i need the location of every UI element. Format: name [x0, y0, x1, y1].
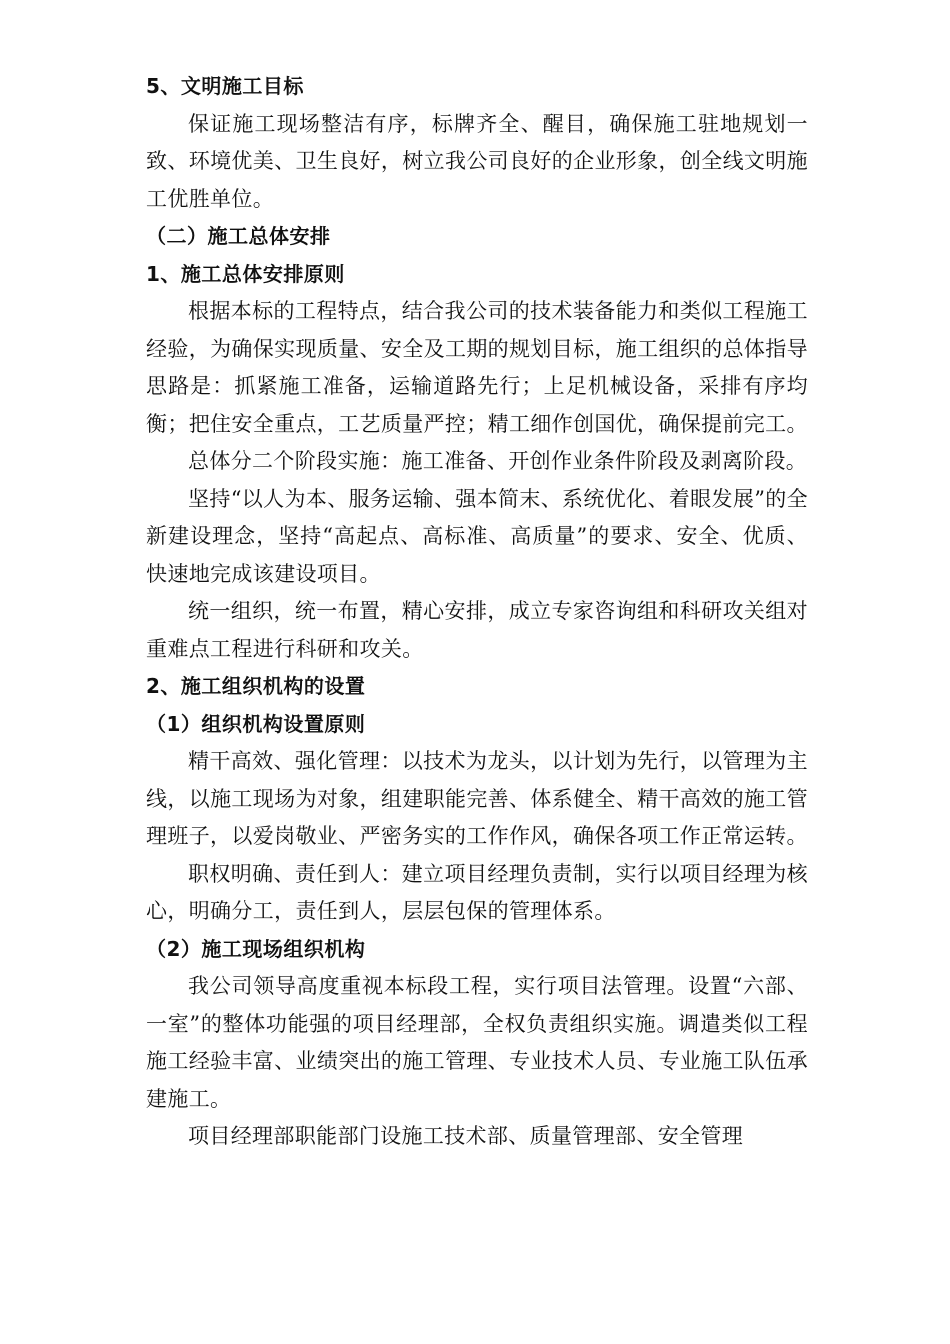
paragraph: 保证施工现场整洁有序，标牌齐全、醒目，确保施工驻地规划一致、环境优美、卫生良好，树立我公司良好的企业形象，创全线文明施工优胜单位。: [146, 111, 808, 211]
paragraph: 总体分二个阶段实施：施工准备、开创作业条件阶段及剥离阶段。: [188, 449, 808, 473]
paragraph: 根据本标的工程特点，结合我公司的技术装备能力和类似工程施工经验，为确保实现质量、安全及工期的规划目标，施工组织的总体指导思路是：抓紧施工准备，运输道路先行；上足机械设备，采排有序均衡；把住安全重点，工艺质量严控；精工细作创国优，确保提前完工。: [146, 299, 808, 436]
heading-arrangement-principles: 1、施工总体安排原则: [146, 261, 345, 286]
heading-organization-setup: 2、施工组织机构的设置: [146, 674, 366, 698]
paragraph: 统一组织，统一布置，精心安排，成立专家咨询组和科研攻关组对重难点工程进行科研和攻关。: [146, 599, 808, 661]
heading-organization-principles: （1）组织机构设置原则: [146, 711, 366, 736]
heading-civilized-construction-goal: 5、文明施工目标: [146, 74, 304, 98]
heading-overall-arrangement: （二）施工总体安排: [146, 224, 331, 248]
heading-site-organization: （2）施工现场组织机构: [146, 936, 366, 961]
paragraph: 职权明确、责任到人：建立项目经理负责制，实行以项目经理为核心，明确分工，责任到人，层层包保的管理体系。: [146, 861, 808, 923]
paragraph: 精干高效、强化管理：以技术为龙头，以计划为先行，以管理为主线，以施工现场为对象，组建职能完善、体系健全、精干高效的施工管理班子，以爱岗敬业、严密务实的工作作风，确保各项工作正常运转。: [146, 749, 808, 848]
paragraph: 坚持“以人为本、服务运输、强本简末、系统优化、着眼发展”的全新建设理念，坚持“高起点、高标准、高质量”的要求、安全、优质、快速地完成该建设项目。: [146, 486, 808, 586]
paragraph: 项目经理部职能部门设施工技术部、质量管理部、安全管理: [188, 1124, 744, 1148]
paragraph: 我公司领导高度重视本标段工程，实行项目法管理。设置“六部、一室”的整体功能强的项目经理部，全权负责组织实施。调遣类似工程施工经验丰富、业绩突出的施工管理、专业技术人员、专业施工队伍承建施工。: [146, 974, 808, 1111]
document-body: [146, 68, 808, 1156]
